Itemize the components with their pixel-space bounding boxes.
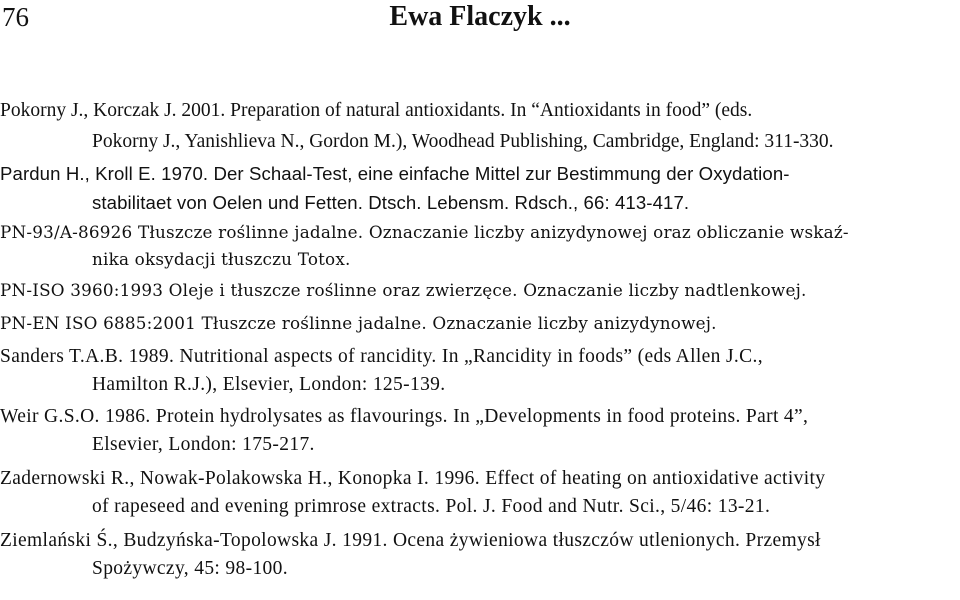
reference-line: Pokorny J., Yanishlieva N., Gordon M.), Woodhead Publishing, Cambridge, England: 311-330.: [92, 131, 834, 152]
reference-line: PN-ISO 3960:1993 Oleje i tłuszcze roślinne oraz zwierzęce. Oznaczanie liczby nadtlenkowej.: [0, 280, 807, 300]
reference-line: Spożywczy, 45: 98-100.: [92, 558, 288, 579]
reference-line: Zadernowski R., Nowak-Polakowska H., Konopka I. 1996. Effect of heating on antioxidative activity: [0, 468, 826, 489]
reference-item: [0, 527, 960, 583]
reference-line: Weir G.S.O. 1986. Protein hydrolysates as flavourings. In „Developments in food proteins. Part 4”,: [0, 406, 809, 427]
reference-line: PN-EN ISO 6885:2001 Tłuszcze roślinne jadalne. Oznaczanie liczby anizydynowej.: [0, 313, 717, 333]
reference-item: [0, 310, 960, 337]
reference-line: of rapeseed and evening primrose extracts. Pol. J. Food and Nutr. Sci., 5/46: 13-21.: [92, 496, 771, 517]
reference-list: [0, 95, 960, 583]
reference-line: PN-93/A-86926 Tłuszcze roślinne jadalne. Oznaczanie liczby anizydynowej oraz obliczanie wskaź-: [0, 222, 849, 242]
reference-item: [0, 219, 960, 273]
reference-item: [0, 95, 960, 157]
running-head: Ewa Flaczyk ...: [389, 1, 571, 32]
reference-item: [0, 403, 960, 459]
reference-line: nika oksydacji tłuszczu Totox.: [92, 249, 351, 269]
reference-item: [0, 343, 960, 399]
reference-line: Elsevier, London: 175-217.: [92, 434, 315, 455]
reference-item: [0, 277, 960, 304]
reference-line: Ziemlański Ś., Budzyńska-Topolowska J. 1991. Ocena żywieniowa tłuszczów utlenionych. Przemysł: [0, 530, 821, 551]
reference-line: Hamilton R.J.), Elsevier, London: 125-139.: [92, 374, 446, 395]
reference-line: stabilitaet von Oelen und Fetten. Dtsch. Lebensm. Rdsch., 66: 413-417.: [92, 192, 690, 213]
reference-line: Pardun H., Kroll E. 1970. Der Schaal-Test, eine einfache Mittel zur Bestimmung der Oxydation-: [0, 163, 790, 184]
reference-item: [0, 159, 960, 217]
page-header: [0, 0, 960, 40]
reference-line: Pokorny J., Korczak J. 2001. Preparation of natural antioxidants. In “Antioxidants in food” (eds.: [0, 100, 753, 121]
reference-line: Sanders T.A.B. 1989. Nutritional aspects of rancidity. In „Rancidity in foods” (eds Allen J.C.,: [0, 346, 763, 367]
page-number: 76: [2, 2, 29, 32]
reference-item: [0, 465, 960, 521]
